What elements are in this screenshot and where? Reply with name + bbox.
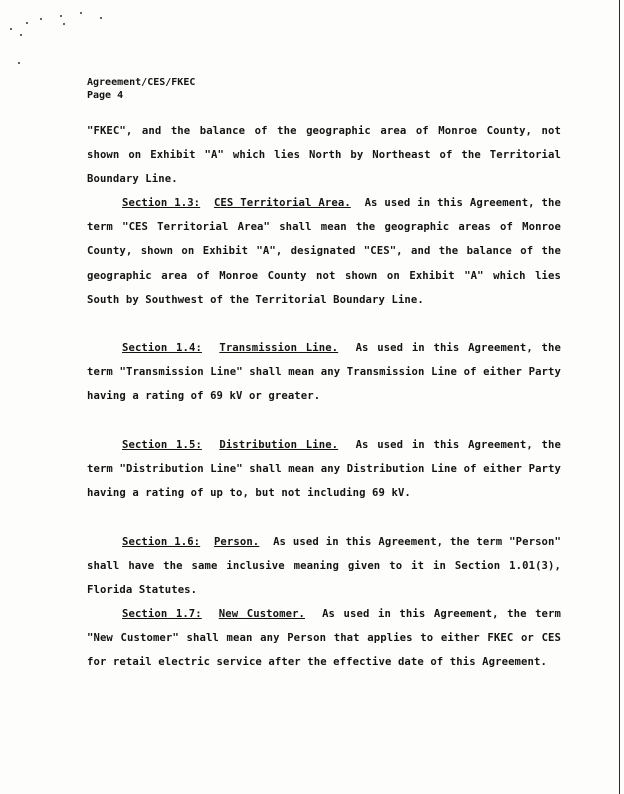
scan-speck <box>100 17 102 19</box>
page-header <box>87 76 195 102</box>
scan-edge-line <box>619 0 620 794</box>
section-number: Section 1.3: <box>122 197 201 209</box>
scan-speck <box>20 34 22 36</box>
paragraph-section-1-4 <box>87 336 561 409</box>
section-title: Distribution Line. <box>219 439 339 451</box>
paragraph-section-1-6 <box>87 530 561 603</box>
section-title: Person. <box>213 536 260 548</box>
scan-speck <box>40 18 42 20</box>
paragraph-text: As used in this Agreement, the term "CES Territorial Area" shall mean the geographic areas of Monroe County, shown on Exhibit "A", designated "CES", and the balance of the geographic area of Monroe County not shown on Exhibit "A" which lies South by Southwest of the Territorial Boundary Line. <box>87 197 561 306</box>
scan-speck <box>60 15 62 17</box>
section-number: Section 1.4: <box>122 342 202 354</box>
paragraph-continuation <box>87 119 561 192</box>
section-number: Section 1.5: <box>122 439 202 451</box>
section-number: Section 1.6: <box>122 536 201 548</box>
scan-speck <box>63 23 65 25</box>
scan-speck <box>10 28 12 30</box>
section-title: Transmission Line. <box>219 342 339 354</box>
paragraph-text: As used in this Agreement, the term "Distribution Line" shall mean any Distribution Line of either Party having a rating of up to, but not including 69 kV. <box>87 439 561 500</box>
paragraph-section-1-3 <box>87 191 561 312</box>
scan-speck <box>26 22 28 24</box>
section-number: Section 1.7: <box>122 608 202 620</box>
section-title: New Customer. <box>218 608 306 620</box>
page-number: Page 4 <box>87 90 124 101</box>
scan-speck <box>18 62 20 64</box>
paragraph-text: As used in this Agreement, the term "Transmission Line" shall mean any Transmission Line of either Party having a rating of 69 kV or greater. <box>87 342 561 403</box>
paragraph-section-1-7 <box>87 602 561 675</box>
header-reference: Agreement/CES/FKEC <box>87 77 196 88</box>
paragraph-text: "FKEC", and the balance of the geographic area of Monroe County, not shown on Exhibit "A" which lies North by Northeast of the Territorial Boundary Line. <box>87 125 561 186</box>
scan-speck <box>80 12 82 14</box>
section-title: CES Territorial Area. <box>213 197 351 209</box>
paragraph-text: As used in this Agreement, the term "New Customer" shall mean any Person that applies to either FKEC or CES for retail electric service after the effective date of this Agreement. <box>87 608 561 669</box>
paragraph-text: As used in this Agreement, the term "Person" shall have the same inclusive meaning given to it in Section 1.01(3), Florida Statutes. <box>87 536 561 597</box>
paragraph-section-1-5 <box>87 433 561 506</box>
